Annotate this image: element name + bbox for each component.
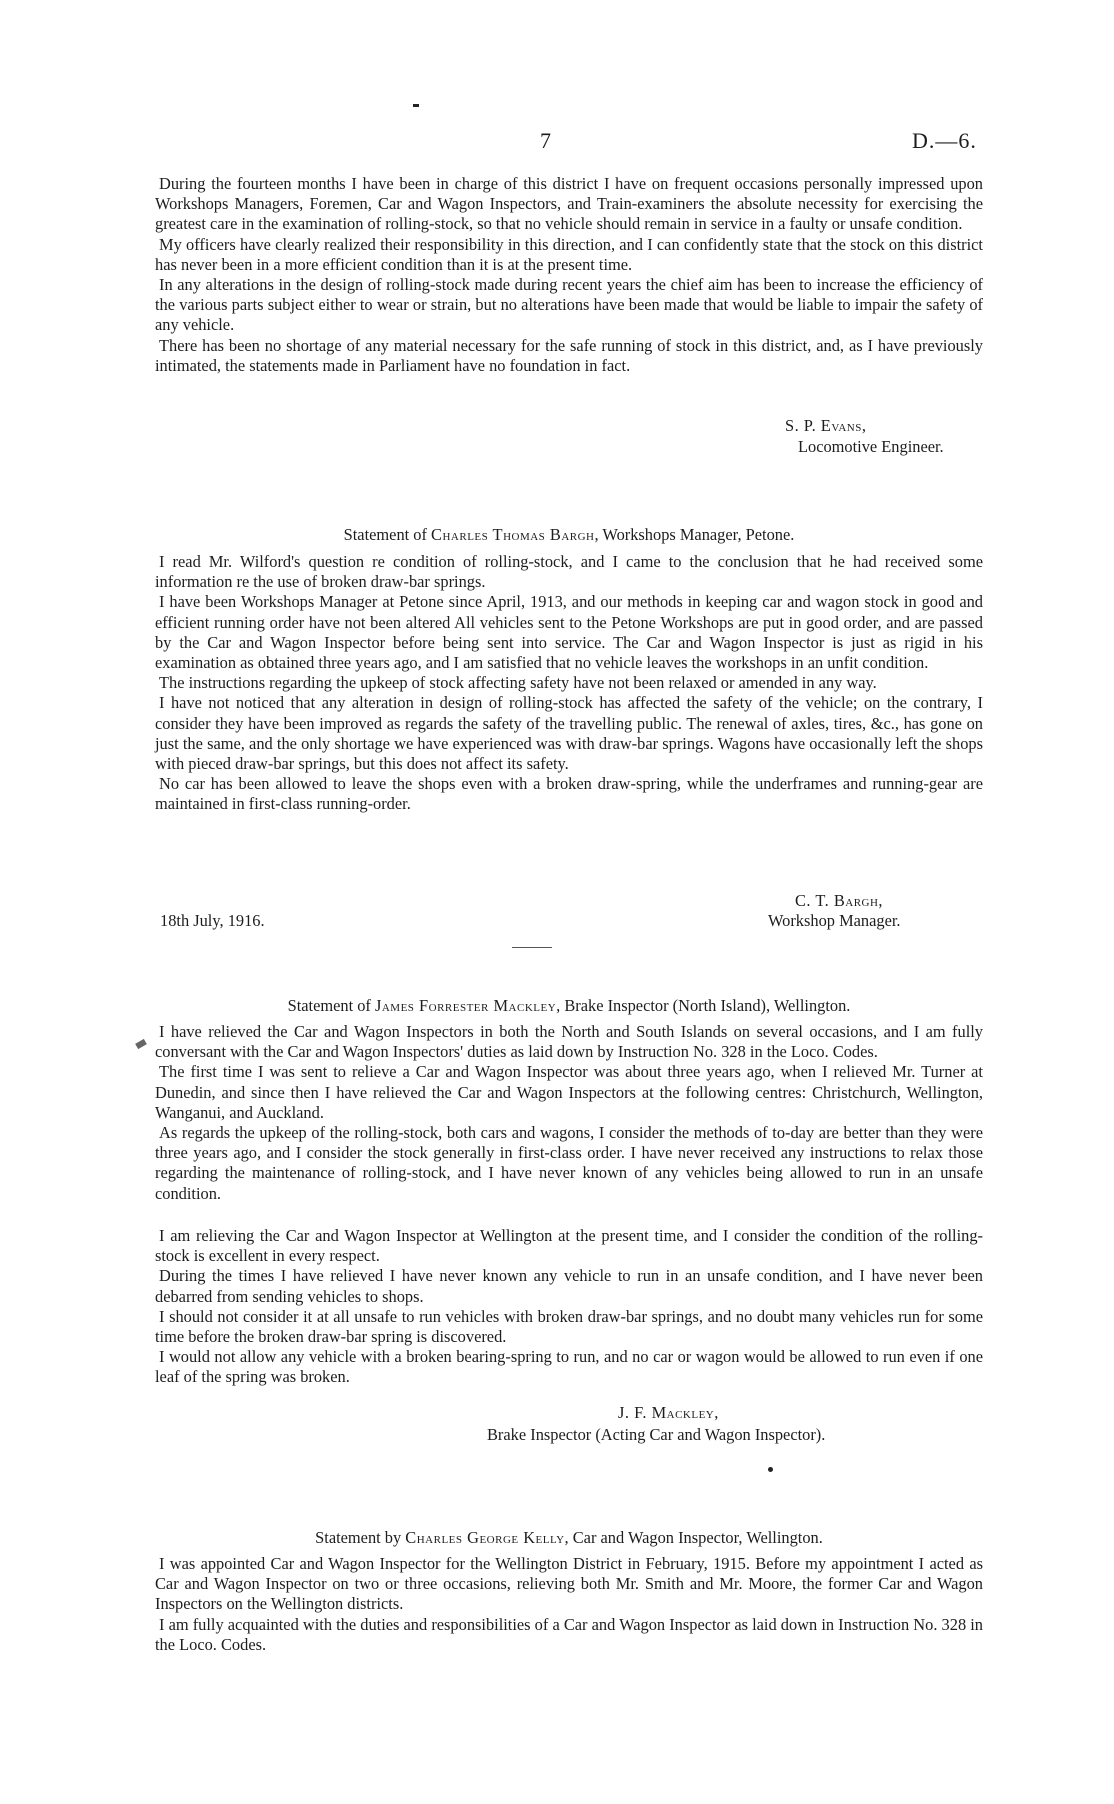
evans-statement-body xyxy=(155,174,983,376)
paragraph: I was appointed Car and Wagon Inspector for the Wellington District in February, 1915. Before my appointment I acted as Car and Wagon Inspector on two or three occasions, relieving both Mr. Smith and Mr. Moore, the former Car and Wagon Inspectors on the Wellington districts. xyxy=(155,1554,983,1614)
signature-mackley: J. F. Mackley, xyxy=(618,1403,719,1422)
signature-bargh: C. T. Bargh, xyxy=(795,891,884,910)
page-reference: D.—6. xyxy=(912,128,977,153)
signature-evans: S. P. Evans, xyxy=(785,416,867,435)
ink-dot xyxy=(768,1467,773,1472)
scan-smudge xyxy=(135,1039,147,1049)
mackley-statement-body-b xyxy=(155,1226,983,1388)
heading-person-name: Charles Thomas Bargh xyxy=(431,525,595,544)
paragraph: I have been Workshops Manager at Petone since April, 1913, and our methods in keeping car and wagon stock in good and efficient running order have not been altered All vehicles sent to the Petone Workshops are put in good order, and are passed by the Car and Wagon Inspector before being sent into service. The Car and Wagon Inspector is just as rigid in his examination as obtained three years ago, and I am satisfied that no vehicle leaves the workshops in an unfit condition. xyxy=(155,592,983,673)
paragraph: No car has been allowed to leave the shops even with a broken draw-spring, while the underframes and running-gear are maintained in first-class running-order. xyxy=(155,774,983,814)
section-divider xyxy=(512,947,552,948)
paragraph: I read Mr. Wilford's question re condition of rolling-stock, and I came to the conclusion that he had received some information re the use of broken draw-bar springs. xyxy=(155,552,983,592)
paragraph: My officers have clearly realized their responsibility in this direction, and I can confidently state that the stock on this district has never been in a more efficient condition than it is at the present time. xyxy=(155,234,983,274)
bargh-statement-heading xyxy=(155,525,983,545)
paragraph: The first time I was sent to relieve a Car and Wagon Inspector was about three years ago, when I relieved Mr. Turner at Dunedin, and since then I have relieved the Car and Wagon Inspectors at the following centres: Christchurch, Wellington, Wanganui, and Auckland. xyxy=(155,1062,983,1122)
paragraph: The instructions regarding the upkeep of stock affecting safety have not been relaxed or amended in any way. xyxy=(159,673,877,693)
heading-person-name: Charles George Kelly xyxy=(405,1528,565,1547)
paragraph: During the fourteen months I have been in charge of this district I have on frequent occasions personally impressed upon Workshops Managers, Foremen, Car and Wagon Inspectors, and Train-examiners the absolute necessity for exercising the greatest care in the examination of rolling-stock, so that no vehicle should remain in service in a faulty or unsafe condition. xyxy=(155,174,983,234)
page-number: 7 xyxy=(540,128,552,153)
kelly-statement-body xyxy=(155,1554,983,1655)
signature-title-evans: Locomotive Engineer. xyxy=(798,437,944,456)
heading-suffix: , Car and Wagon Inspector, Wellington. xyxy=(564,1528,823,1547)
heading-suffix: , Brake Inspector (North Island), Wellington. xyxy=(556,996,851,1015)
statement-date: 18th July, 1916. xyxy=(160,911,265,930)
signature-title-mackley: Brake Inspector (Acting Car and Wagon Inspector). xyxy=(487,1425,826,1444)
paragraph: In any alterations in the design of rolling-stock made during recent years the chief aim has been to increase the efficiency of the various parts subject either to wear or strain, but no alterations have been made that would be liable to impair the safety of any vehicle. xyxy=(155,275,983,335)
paragraph: I have relieved the Car and Wagon Inspectors in both the North and South Islands on several occasions, and I am fully conversant with the Car and Wagon Inspectors' duties as laid down by Instruction No. 328 in the Loco. Codes. xyxy=(155,1022,983,1062)
paragraph: As regards the upkeep of the rolling-stock, both cars and wagons, I consider the methods of to-day are better than they were three years ago, and I consider the stock generally in first-class order. I have never received any instructions to relax those regarding the maintenance of rolling-stock, and I have never known of any vehicles being allowed to run in an unsafe condition. xyxy=(155,1123,983,1203)
paragraph: I would not allow any vehicle with a broken bearing-spring to run, and no car or wagon would be allowed to run even if one leaf of the spring was broken. xyxy=(155,1347,983,1387)
heading-prefix: Statement by xyxy=(315,1528,406,1547)
paragraph: I should not consider it at all unsafe to run vehicles with broken draw-bar springs, and no doubt many vehicles run for some time before the broken draw-bar spring is discovered. xyxy=(155,1306,983,1347)
heading-suffix: , Workshops Manager, Petone. xyxy=(594,525,795,544)
paragraph: During the times I have relieved I have never known any vehicle to run in an unsafe condition, and I have never been debarred from sending vehicles to shops. xyxy=(155,1266,983,1306)
paragraph: I am fully acquainted with the duties and responsibilities of a Car and Wagon Inspector as laid down in Instruction No. 328 in the Loco. Codes. xyxy=(155,1614,983,1654)
heading-prefix: Statement of xyxy=(343,525,432,544)
paragraph: I have not noticed that any alteration in design of rolling-stock has affected the safety of the vehicle; on the contrary, I consider they have been improved as regards the safety of the travelling public. The renewal of axles, tires, &c., has gone on just the same, and the only shortage we have experienced was with draw-bar springs. Wagons have occasionally left the shops with pieced draw-bar springs, but this does not affect its safety. xyxy=(155,693,983,774)
paragraph: There has been no shortage of any material necessary for the safe running of stock in this district, and, as I have previously intimated, the statements made in Parliament have no foundation in fact. xyxy=(155,335,983,375)
kelly-statement-heading xyxy=(155,1528,983,1548)
mackley-statement-heading xyxy=(155,996,983,1016)
bargh-statement-body xyxy=(155,552,983,815)
mackley-statement-body-a xyxy=(155,1022,983,1204)
heading-prefix: Statement of xyxy=(287,996,375,1015)
signature-title-bargh: Workshop Manager. xyxy=(768,911,901,930)
scan-mark xyxy=(413,104,419,107)
paragraph: I am relieving the Car and Wagon Inspector at Wellington at the present time, and I consider the condition of the rolling-stock is excellent in every respect. xyxy=(155,1226,983,1266)
heading-person-name: James Forrester Mackley xyxy=(374,996,557,1015)
